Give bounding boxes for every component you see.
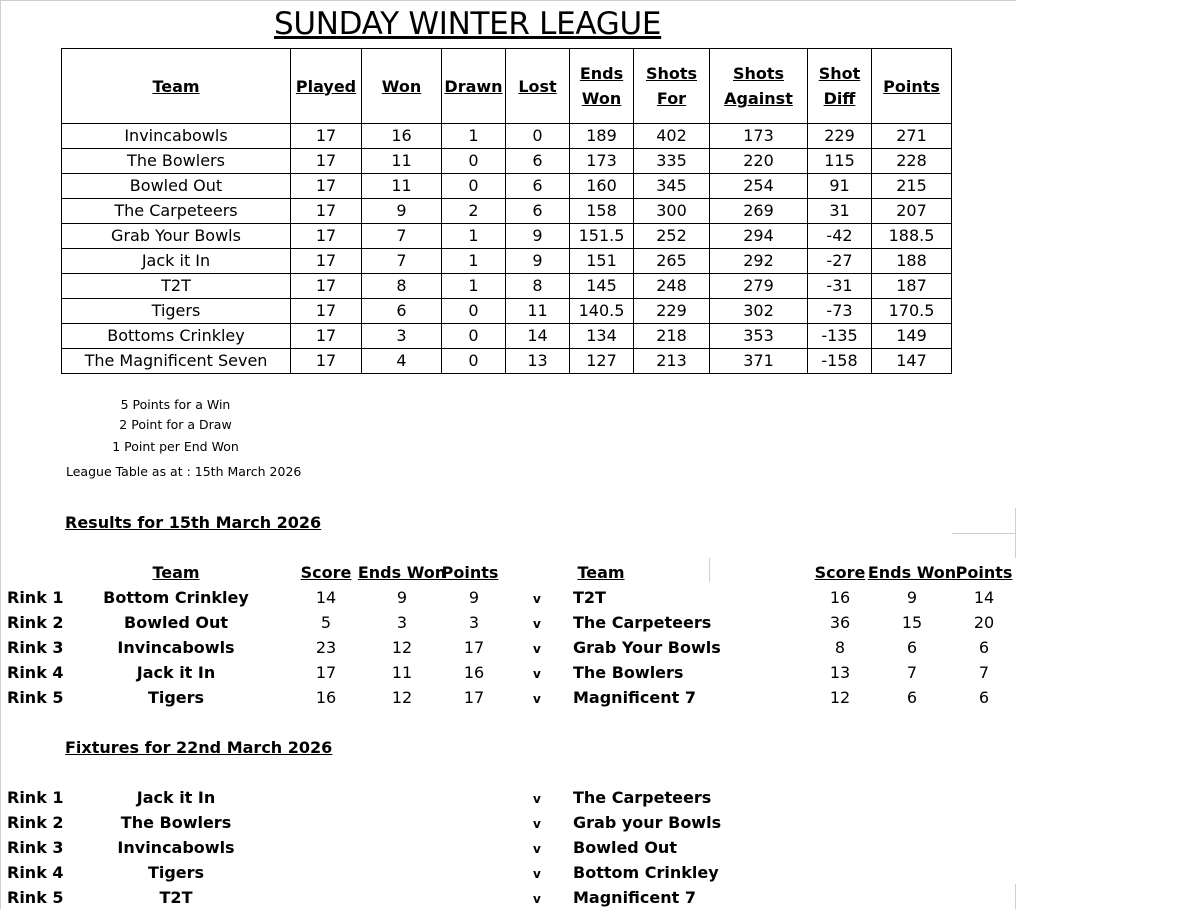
league-header-text: Against (724, 89, 793, 108)
result-home-team: Bottom Crinkley (103, 588, 249, 607)
result-rink-label: Rink 4 (7, 663, 64, 682)
result-home-score: 17 (315, 663, 337, 682)
league-cell-lost: 9 (506, 224, 570, 249)
league-cell-drawn: 0 (442, 349, 506, 374)
league-cell-team: Grab Your Bowls (62, 224, 291, 249)
league-cell-won: 16 (362, 124, 442, 149)
league-header-shots-against (710, 49, 808, 124)
fixture-versus-label: v (533, 817, 541, 831)
league-cell-team: Jack it In (62, 249, 291, 274)
league-cell-ends-won: 189 (570, 124, 634, 149)
fixture-row (0, 860, 1183, 885)
league-cell-shot-diff: -135 (808, 324, 872, 349)
league-cell-team: Bottoms Crinkley (62, 324, 291, 349)
result-away-team: T2T (573, 588, 606, 607)
result-rink-label: Rink 3 (7, 638, 64, 657)
league-cell-shots-against: 371 (710, 349, 808, 374)
league-header-text: Lost (518, 76, 557, 96)
league-cell-shots-for: 213 (634, 349, 710, 374)
league-as-at-date: League Table as at : 15th March 2026 (66, 464, 302, 479)
league-cell-shots-for: 252 (634, 224, 710, 249)
league-cell-won: 3 (362, 324, 442, 349)
sheet-gridline (1015, 508, 1016, 558)
result-away-points: 6 (978, 688, 990, 707)
league-header-text: Shots (732, 64, 785, 83)
fixture-away-team: Bowled Out (573, 838, 677, 857)
league-cell-points: 207 (872, 199, 952, 224)
league-cell-shot-diff: 229 (808, 124, 872, 149)
league-cell-ends-won: 145 (570, 274, 634, 299)
league-cell-shots-against: 254 (710, 174, 808, 199)
fixture-away-team: Bottom Crinkley (573, 863, 719, 882)
league-header-text: Ends (579, 64, 624, 83)
league-cell-lost: 9 (506, 249, 570, 274)
league-cell-drawn: 1 (442, 224, 506, 249)
result-home-points: 9 (468, 588, 480, 607)
league-cell-played: 17 (291, 249, 362, 274)
result-away-score: 8 (834, 638, 846, 657)
league-cell-shots-for: 218 (634, 324, 710, 349)
league-cell-shots-for: 300 (634, 199, 710, 224)
fixture-row (0, 785, 1183, 810)
league-cell-won: 8 (362, 274, 442, 299)
league-cell-lost: 6 (506, 174, 570, 199)
league-cell-won: 11 (362, 174, 442, 199)
league-cell-played: 17 (291, 174, 362, 199)
result-home-score: 14 (315, 588, 337, 607)
league-cell-shots-against: 353 (710, 324, 808, 349)
league-cell-shots-for: 265 (634, 249, 710, 274)
league-cell-shot-diff: -73 (808, 299, 872, 324)
league-cell-points: 149 (872, 324, 952, 349)
result-home-score: 23 (315, 638, 337, 657)
result-home-points: 17 (463, 688, 485, 707)
fixture-rink-label: Rink 1 (7, 788, 64, 807)
league-cell-shots-against: 220 (710, 149, 808, 174)
fixture-home-team: Invincabowls (117, 838, 235, 857)
result-away-team: The Bowlers (573, 663, 684, 682)
league-header-text: Shots (645, 64, 698, 83)
league-cell-ends-won: 158 (570, 199, 634, 224)
league-header-text: Drawn (444, 76, 503, 96)
league-header-text: Won (381, 76, 422, 96)
fixture-row (0, 810, 1183, 835)
league-cell-drawn: 0 (442, 324, 506, 349)
league-cell-points: 187 (872, 274, 952, 299)
league-cell-won: 7 (362, 249, 442, 274)
note-draw-points: 2 Point for a Draw (119, 417, 232, 432)
league-header-played (291, 49, 362, 124)
result-home-team: Bowled Out (124, 613, 228, 632)
league-header-text: Played (295, 76, 357, 96)
fixture-rink-label: Rink 3 (7, 838, 64, 857)
result-home-points: 3 (468, 613, 480, 632)
fixture-row (0, 835, 1183, 860)
league-row (62, 174, 952, 199)
result-home-points: 16 (463, 663, 485, 682)
league-cell-points: 228 (872, 149, 952, 174)
league-cell-ends-won: 127 (570, 349, 634, 374)
result-row (0, 585, 1183, 610)
league-cell-drawn: 2 (442, 199, 506, 224)
result-away-points: 20 (973, 613, 995, 632)
fixture-home-team: Jack it In (136, 788, 216, 807)
league-cell-shots-for: 248 (634, 274, 710, 299)
league-row (62, 349, 952, 374)
league-cell-lost: 14 (506, 324, 570, 349)
league-cell-played: 17 (291, 324, 362, 349)
sheet-gridline (952, 533, 1016, 534)
result-away-score: 16 (829, 588, 851, 607)
league-cell-shots-against: 269 (710, 199, 808, 224)
league-cell-shots-for: 402 (634, 124, 710, 149)
league-cell-team: Bowled Out (62, 174, 291, 199)
league-header-text: Shot (818, 64, 861, 83)
results-header-points-away: Points (955, 563, 1013, 582)
league-cell-shot-diff: -27 (808, 249, 872, 274)
league-cell-points: 271 (872, 124, 952, 149)
result-away-team: Magnificent 7 (573, 688, 696, 707)
league-header-text: Team (152, 76, 200, 96)
league-cell-drawn: 0 (442, 149, 506, 174)
league-cell-lost: 6 (506, 149, 570, 174)
league-cell-drawn: 1 (442, 124, 506, 149)
fixture-rink-label: Rink 4 (7, 863, 64, 882)
fixture-rink-label: Rink 5 (7, 888, 64, 907)
result-home-ends-won: 12 (391, 638, 413, 657)
league-cell-lost: 13 (506, 349, 570, 374)
fixture-home-team: The Bowlers (120, 813, 232, 832)
league-cell-ends-won: 160 (570, 174, 634, 199)
league-cell-won: 9 (362, 199, 442, 224)
league-header-shot-diff (808, 49, 872, 124)
league-row (62, 149, 952, 174)
league-cell-team: The Carpeteers (62, 199, 291, 224)
fixture-versus-label: v (533, 867, 541, 881)
league-cell-drawn: 1 (442, 249, 506, 274)
league-cell-won: 4 (362, 349, 442, 374)
league-cell-lost: 0 (506, 124, 570, 149)
league-cell-shots-against: 302 (710, 299, 808, 324)
fixture-home-team: Tigers (147, 863, 205, 882)
league-cell-ends-won: 151.5 (570, 224, 634, 249)
fixture-row (0, 885, 1183, 910)
league-row (62, 124, 952, 149)
result-home-ends-won: 12 (391, 688, 413, 707)
result-versus-label: v (533, 692, 541, 706)
league-cell-points: 215 (872, 174, 952, 199)
result-away-points: 7 (978, 663, 990, 682)
league-header-shots-for (634, 49, 710, 124)
result-away-points: 6 (978, 638, 990, 657)
league-row (62, 249, 952, 274)
league-header-ends-won (570, 49, 634, 124)
league-header-text: Won (581, 89, 622, 108)
result-away-ends-won: 15 (901, 613, 923, 632)
league-cell-points: 188.5 (872, 224, 952, 249)
result-versus-label: v (533, 642, 541, 656)
league-row (62, 199, 952, 224)
result-away-score: 36 (829, 613, 851, 632)
league-header-lost (506, 49, 570, 124)
result-away-points: 14 (973, 588, 995, 607)
league-table (61, 48, 952, 374)
result-home-team: Jack it In (136, 663, 216, 682)
fixture-away-team: Grab your Bowls (573, 813, 722, 832)
league-cell-drawn: 0 (442, 299, 506, 324)
league-cell-shots-against: 292 (710, 249, 808, 274)
league-cell-shot-diff: -158 (808, 349, 872, 374)
results-header-ends-won: Ends Won (357, 563, 447, 582)
result-home-points: 17 (463, 638, 485, 657)
league-cell-won: 11 (362, 149, 442, 174)
result-away-ends-won: 7 (906, 663, 918, 682)
fixture-home-team: T2T (159, 888, 193, 907)
league-header-text: For (656, 89, 687, 108)
result-versus-label: v (533, 592, 541, 606)
league-cell-played: 17 (291, 199, 362, 224)
league-header-drawn (442, 49, 506, 124)
result-rink-label: Rink 2 (7, 613, 64, 632)
result-away-score: 13 (829, 663, 851, 682)
league-cell-ends-won: 140.5 (570, 299, 634, 324)
league-cell-shots-against: 279 (710, 274, 808, 299)
league-row (62, 274, 952, 299)
result-row (0, 635, 1183, 660)
note-end-points: 1 Point per End Won (112, 439, 239, 454)
league-cell-points: 147 (872, 349, 952, 374)
fixture-versus-label: v (533, 892, 541, 906)
league-cell-shot-diff: 91 (808, 174, 872, 199)
fixture-versus-label: v (533, 842, 541, 856)
result-home-score: 5 (320, 613, 332, 632)
league-cell-played: 17 (291, 149, 362, 174)
result-home-ends-won: 3 (396, 613, 408, 632)
page-title: SUNDAY WINTER LEAGUE (274, 6, 662, 42)
result-away-score: 12 (829, 688, 851, 707)
league-cell-team: The Magnificent Seven (62, 349, 291, 374)
results-heading: Results for 15th March 2026 (65, 513, 322, 532)
fixtures-heading: Fixtures for 22nd March 2026 (65, 738, 333, 757)
sheet-left-edge (0, 0, 1, 909)
league-cell-played: 17 (291, 224, 362, 249)
sheet-top-edge (0, 0, 1016, 1)
results-header-row (0, 560, 1183, 585)
league-cell-lost: 6 (506, 199, 570, 224)
results-header-team-away: Team (577, 563, 625, 582)
league-cell-shots-against: 294 (710, 224, 808, 249)
results-header-team: Team (152, 563, 200, 582)
result-row (0, 660, 1183, 685)
result-away-ends-won: 9 (906, 588, 918, 607)
results-header-ends-won-away: Ends Won (867, 563, 957, 582)
result-away-team: Grab Your Bowls (573, 638, 721, 657)
league-cell-points: 188 (872, 249, 952, 274)
league-cell-lost: 8 (506, 274, 570, 299)
league-cell-shots-for: 229 (634, 299, 710, 324)
league-cell-played: 17 (291, 124, 362, 149)
league-header-points (872, 49, 952, 124)
league-header-text: Diff (823, 89, 856, 108)
fixture-away-team: Magnificent 7 (573, 888, 696, 907)
fixture-versus-label: v (533, 792, 541, 806)
result-home-ends-won: 11 (391, 663, 413, 682)
results-header-score: Score (300, 563, 352, 582)
result-versus-label: v (533, 667, 541, 681)
league-cell-team: T2T (62, 274, 291, 299)
league-cell-ends-won: 151 (570, 249, 634, 274)
result-home-team: Invincabowls (117, 638, 235, 657)
league-cell-ends-won: 173 (570, 149, 634, 174)
league-cell-shots-against: 173 (710, 124, 808, 149)
results-header-points: Points (441, 563, 499, 582)
league-body (62, 124, 952, 374)
result-away-ends-won: 6 (906, 688, 918, 707)
league-cell-shot-diff: -31 (808, 274, 872, 299)
league-cell-played: 17 (291, 349, 362, 374)
league-cell-shot-diff: -42 (808, 224, 872, 249)
league-cell-drawn: 1 (442, 274, 506, 299)
result-home-team: Tigers (147, 688, 205, 707)
result-away-team: The Carpeteers (573, 613, 712, 632)
league-header-won (362, 49, 442, 124)
league-row (62, 299, 952, 324)
result-rink-label: Rink 5 (7, 688, 64, 707)
result-versus-label: v (533, 617, 541, 631)
result-row (0, 685, 1183, 710)
league-cell-lost: 11 (506, 299, 570, 324)
result-rink-label: Rink 1 (7, 588, 64, 607)
league-row (62, 224, 952, 249)
league-header-text: Points (883, 76, 940, 96)
league-cell-drawn: 0 (442, 174, 506, 199)
league-cell-shots-for: 335 (634, 149, 710, 174)
note-win-points: 5 Points for a Win (120, 397, 231, 412)
league-cell-team: Invincabowls (62, 124, 291, 149)
result-home-ends-won: 9 (396, 588, 408, 607)
league-cell-team: Tigers (62, 299, 291, 324)
result-away-ends-won: 6 (906, 638, 918, 657)
league-cell-shot-diff: 115 (808, 149, 872, 174)
result-row (0, 610, 1183, 635)
league-cell-won: 7 (362, 224, 442, 249)
league-header-team (62, 49, 291, 124)
fixture-away-team: The Carpeteers (573, 788, 712, 807)
league-cell-ends-won: 134 (570, 324, 634, 349)
league-header-row (62, 49, 952, 124)
league-cell-shot-diff: 31 (808, 199, 872, 224)
league-row (62, 324, 952, 349)
league-cell-won: 6 (362, 299, 442, 324)
league-cell-played: 17 (291, 299, 362, 324)
results-header-score-away: Score (814, 563, 866, 582)
league-cell-team: The Bowlers (62, 149, 291, 174)
league-cell-played: 17 (291, 274, 362, 299)
fixture-rink-label: Rink 2 (7, 813, 64, 832)
league-cell-points: 170.5 (872, 299, 952, 324)
league-cell-shots-for: 345 (634, 174, 710, 199)
result-home-score: 16 (315, 688, 337, 707)
